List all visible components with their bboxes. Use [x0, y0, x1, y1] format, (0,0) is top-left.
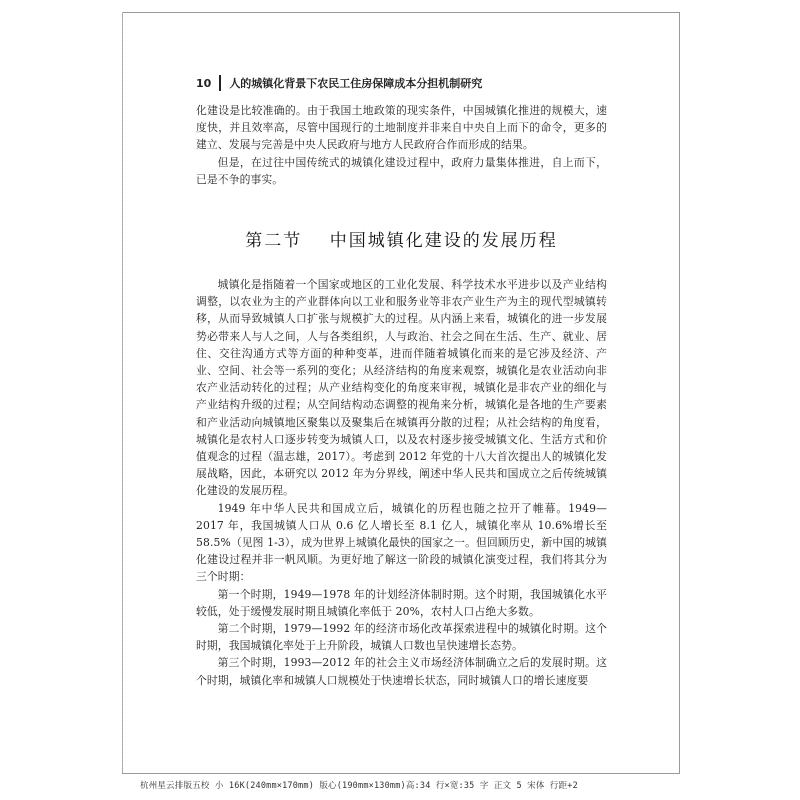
- section-label: 第二节: [245, 231, 303, 251]
- paragraph: 第一个时期，1949—1978 年的计划经济体制时期。这个时期，我国城镇化水平较低，处于缓慢发展时期且城镇化率低于 20%，农村人口占绝大多数。: [196, 587, 607, 618]
- page-number: 10: [196, 76, 212, 90]
- main-text-block: [196, 276, 607, 689]
- paragraph: 但是，在过往中国传统式的城镇化建设过程中，政府力量集体推进，自上而下，已是不争的事实。: [196, 155, 607, 186]
- paragraph: 化建设是比较准确的。由于我国土地政策的现实条件，中国城镇化推进的规模大，速度快，并且效率高，尽管中国现行的土地制度并非来自中央自上而下的命令，更多的建立、发展与完善是中央人民政府与地方人民政府合作而形成的结果。: [196, 104, 607, 152]
- print-spec-footer: 杭州星云排版五校 小 16K(240mm×170mm) 版心(190mm×130mm)高:34 行×宽:35 字 正文 5 宋体 行距+2: [140, 781, 578, 791]
- paragraph: 第三个时期，1993—2012 年的社会主义市场经济体制确立之后的发展时期。这个时期，城镇化率和城镇人口规模处于快速增长状态，同时城镇人口的增长速度要: [196, 656, 607, 687]
- running-title: 人的城镇化背景下农民工住房保障成本分担机制研究: [229, 77, 483, 90]
- paragraph: 1949 年中华人民共和国成立后，城镇化的历程也随之拉开了帷幕。1949—2017 年，我国城镇人口从 0.6 亿人增长至 8.1 亿人，城镇化率从 10.6%增长至 58.5%（见图 1-3），成为世界上城镇化最快的国家之一。但回顾历史，新中国的城镇化建设过程并非一帆风顺。为更好地了解这一阶段的城镇化演变过程，我们将其分为三个时期：: [196, 501, 607, 584]
- paragraph: 第二个时期，1979—1992 年的经济市场化改革探索进程中的城镇化时期。这个时期，我国城镇化率处于上升阶段，城镇人口数也呈快速增长态势。: [196, 622, 607, 653]
- section-title: 中国城镇化建设的发展历程: [329, 231, 558, 251]
- top-text-block: [196, 102, 607, 188]
- paragraph: 城镇化是指随着一个国家或地区的工业化发展、科学技术水平进步以及产业结构调整，以农业为主的产业群体向以工业和服务业等非农产业生产为主的现代型城镇转移，从而导致城镇人口扩张与规模扩大的过程。从内涵上来看，城镇化的进一步发展势必带来人与人之间，人与各类组织，人与政治、社会之间在生活、生产、就业、居住、交往沟通方式等方面的种种变革，进而伴随着城镇化而来的是它涉及经济、产业、空间、社会等一系列的变化；从经济结构的角度来观察，城镇化是农业活动向非农产业活动转化的过程；从产业结构变化的角度来审视，城镇化是非农产业的细化与产业结构升级的过程；从空间结构动态调整的视角来分析，城镇化是各地的生产要素和产业活动向城镇地区聚集以及聚集后在城镇再分散的过程；从社会结构的角度看，城镇化是农村人口逐步转变为城镇人口，以及农村逐步接受城镇文化、生活方式和价值观念的过程（温志雄，2017）。考虑到 2012 年党的十八大首次提出人的城镇化发展战略，因此，本研究以 2012 年为分界线，阐述中华人民共和国成立之后传统城镇化建设的发展历程。: [196, 278, 607, 498]
- header-divider: [219, 75, 221, 91]
- crop-mark-line: [122, 12, 123, 772]
- running-head: [196, 74, 482, 92]
- section-heading: [196, 226, 607, 251]
